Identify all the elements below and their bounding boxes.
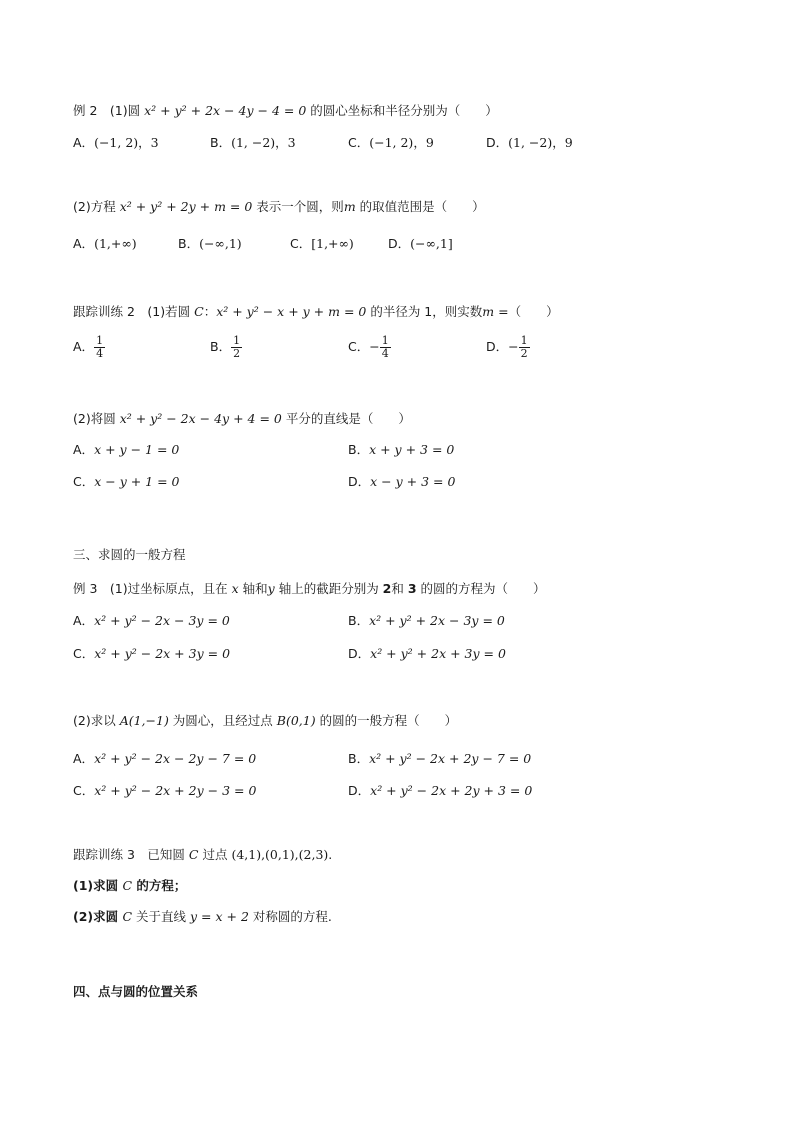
tr2-q1-prefix: 跟踪训练 2 (1)若圆 [73,304,195,319]
fraction-numerator: 1 [381,334,389,347]
option-label: C． [348,339,370,354]
fraction-denominator: 4 [96,347,104,360]
ex2-q1-option-c[interactable] [348,134,434,152]
option-text: (−∞,1) [199,236,242,251]
fraction [94,335,105,360]
ex2-q1-option-a[interactable] [73,134,159,152]
tr3-p2-prefix: (2)求圆 [73,909,123,924]
tr2-q1-mid: 的半径为 1，则实数 [366,304,483,319]
ex3-q1-x: x [231,581,239,596]
fraction [380,335,391,360]
option-text: x − y + 1 = 0 [94,474,180,489]
option-label: B． [348,442,370,457]
ex3-q1-prefix: 例 3 (1)过坐标原点，且在 [73,581,232,596]
ex2-q1-option-d[interactable] [486,134,573,152]
tr2-q2-option-d[interactable] [348,473,455,491]
tr2-q2-option-b[interactable] [348,441,454,459]
tr3-p2-line-equation: y = x + 2 [190,909,249,924]
tr3-p2-mid: 关于直线 [132,909,191,924]
option-text: x² + y² − 2x − 2y − 7 = 0 [94,751,257,766]
option-sign: − [369,339,380,354]
tr3-points: (4,1),(0,1),(2,3) [231,847,329,862]
option-label: A． [73,751,95,766]
ex3-q1-option-a[interactable] [73,612,230,630]
ex2-q2-stem [73,198,485,216]
option-label: B． [348,613,370,628]
tr2-q1-var: m [482,304,495,319]
tr3-p1-suffix: 的方程； [132,878,187,893]
ex3-q1-option-c[interactable] [73,645,230,663]
tr3-part-2 [73,908,332,926]
ex3-q2-point-a: A(1,−1) [119,713,169,728]
ex3-q2-option-d[interactable] [348,782,532,800]
ex2-q2-equation: x² + y² + 2y + m = 0 [119,199,253,214]
tr2-q1-equation: x² + y² − x + y + m = 0 [216,304,367,319]
option-label: D． [388,236,411,251]
tr3-p2-circle-name: C [122,909,133,924]
ex2-q2-option-c[interactable] [290,235,354,253]
tr2-q1-option-c[interactable] [348,335,391,360]
ex2-q1-prefix: 例 2 (1)圆 [73,103,145,118]
tr3-stem [73,846,332,864]
ex3-q1-stem [73,580,546,598]
tr2-q2-prefix: (2)将圆 [73,411,120,426]
tr3-part-1 [73,877,186,895]
option-text: [1,+∞) [311,236,354,251]
ex3-q1-option-d[interactable] [348,645,506,663]
ex2-q1-suffix: 的圆心坐标和半径分别为（ ） [306,103,498,118]
option-label: B． [210,339,232,354]
tr2-q1-option-a[interactable] [73,335,105,360]
ex2-q2-prefix: (2)方程 [73,199,120,214]
tr2-q2-suffix: 平分的直线是（ ） [281,411,411,426]
ex2-q2-var: m [343,199,356,214]
option-label: B． [178,236,200,251]
ex3-q2-prefix: (2)求以 [73,713,120,728]
option-label: C． [348,135,370,150]
fraction-numerator: 1 [233,334,241,347]
option-label: D． [486,135,509,150]
option-text: (−∞,1] [410,236,453,251]
option-text: x² + y² − 2x + 2y − 3 = 0 [94,783,257,798]
ex2-q2-option-b[interactable] [178,235,242,253]
tr3-circle-name: C [188,847,199,862]
fraction-denominator: 2 [233,347,241,360]
ex3-q1-suffix: 的圆的方程为（ ） [416,581,546,596]
option-label: D． [348,783,371,798]
tr2-q2-equation: x² + y² − 2x − 4y + 4 = 0 [119,411,282,426]
ex3-q1-mid2: 轴上的截距分别为 [274,581,383,596]
ex3-q2-option-c[interactable] [73,782,256,800]
ex3-q2-option-b[interactable] [348,750,531,768]
option-text: x² + y² − 2x − 3y = 0 [94,613,230,628]
option-label: A． [73,236,95,251]
option-sign: − [508,339,519,354]
ex2-q1-equation: x² + y² + 2x − 4y − 4 = 0 [144,103,307,118]
option-text: x² + y² + 2x + 3y = 0 [370,646,506,661]
fraction-numerator: 1 [520,334,528,347]
fraction [519,335,530,360]
option-text: (1, −2)，3 [231,135,296,150]
tr2-q1-option-b[interactable] [210,335,242,360]
option-text: (1,+∞) [94,236,137,251]
option-text: x² + y² − 2x + 2y + 3 = 0 [370,783,533,798]
fraction-denominator: 4 [381,347,389,360]
tr3-p2-suffix: 对称圆的方程. [248,909,332,924]
tr2-q1-stem [73,303,559,321]
ex2-q2-option-a[interactable] [73,235,137,253]
option-text: x² + y² − 2x + 3y = 0 [94,646,231,661]
tr2-q1-option-d[interactable] [486,335,530,360]
option-label: B． [348,751,370,766]
ex3-q1-mid1: 轴和 [238,581,268,596]
tr2-q2-option-c[interactable] [73,473,180,491]
tr3-suffix: . [328,847,333,862]
ex3-q1-y: y [267,581,275,596]
option-label: C． [290,236,312,251]
option-label: D． [348,474,371,489]
ex3-q1-option-b[interactable] [348,612,505,630]
ex3-q2-stem [73,712,457,730]
option-label: D． [348,646,371,661]
ex2-q1-stem [73,102,498,120]
option-text: (−1, 2)，9 [369,135,434,150]
tr2-q2-option-a[interactable] [73,441,179,459]
tr2-q2-stem [73,410,411,428]
option-label: C． [73,646,95,661]
tr3-prefix: 跟踪训练 3 已知圆 [73,847,189,862]
section-3-title: 三、求圆的一般方程 [73,547,186,562]
tr2-q1-colon: ： [203,304,217,319]
option-label: B． [210,135,232,150]
ex3-q1-n3: 3 [407,581,417,596]
tr3-p1-circle-name: C [122,878,133,893]
ex3-q2-suffix: 的圆的一般方程（ ） [315,713,458,728]
option-text: x + y − 1 = 0 [94,442,180,457]
fraction [231,335,242,360]
fraction-numerator: 1 [96,334,104,347]
option-label: C． [73,474,95,489]
ex3-q2-point-b: B(0,1) [276,713,316,728]
section-4-title: 四、点与圆的位置关系 [73,984,199,999]
option-text: (1, −2)，9 [508,135,573,150]
tr3-p1-prefix: (1)求圆 [73,878,123,893]
tr2-q1-suffix: =（ ） [494,304,559,319]
option-label: D． [486,339,509,354]
option-text: x² + y² + 2x − 3y = 0 [369,613,505,628]
option-label: C． [73,783,95,798]
ex2-q1-option-b[interactable] [210,134,296,152]
ex2-q2-option-d[interactable] [388,235,453,253]
ex2-q2-mid: 表示一个圆，则 [252,199,344,214]
ex3-q2-mid: 为圆心，且经过点 [168,713,277,728]
option-text: (−1, 2)，3 [94,135,159,150]
ex3-q2-option-a[interactable] [73,750,256,768]
option-text: x + y + 3 = 0 [369,442,455,457]
tr3-mid: 过点 [198,847,232,862]
option-label: A． [73,135,95,150]
option-text: x − y + 3 = 0 [370,474,456,489]
ex3-q1-n2: 2 [382,581,392,596]
fraction-denominator: 2 [520,347,528,360]
option-label: A． [73,339,95,354]
option-label: A． [73,442,95,457]
option-text: x² + y² − 2x + 2y − 7 = 0 [369,751,532,766]
option-label: A． [73,613,95,628]
ex3-q1-and: 和 [391,581,408,596]
tr2-q1-circle-name: C [194,304,204,319]
ex2-q2-suffix: 的取值范围是（ ） [355,199,485,214]
